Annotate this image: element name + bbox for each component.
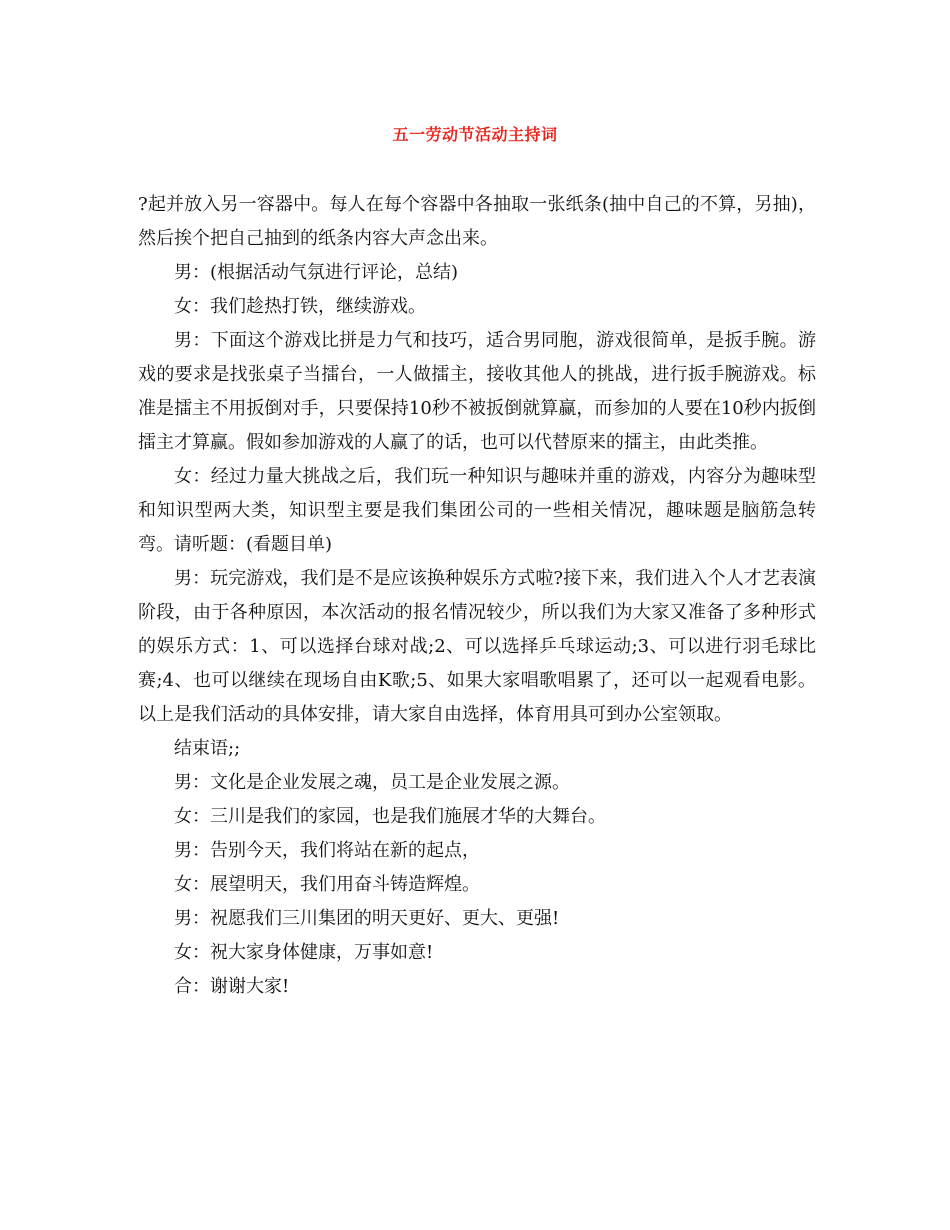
paragraph-female-continue: 女：我们趁热打铁，继续游戏。 bbox=[174, 296, 426, 317]
document-body bbox=[138, 188, 816, 1004]
paragraph-male-comment: 男：(根据活动气氛进行评论，总结) bbox=[174, 262, 459, 283]
document-title: 五一劳动节活动主持词 bbox=[392, 125, 558, 144]
paragraph-quiz-game: 女：经过力量大挑战之后，我们玩一种知识与趣味并重的游戏，内容分为趣味型和知识型两大类，知识型主要是我们集团公司的一些相关情况，趣味题是脑筋急转弯。请听题：(看题目单) bbox=[138, 466, 816, 555]
paragraph-closing-line: 女：展望明天，我们用奋斗铸造辉煌。 bbox=[174, 874, 480, 895]
paragraph-closing-line: 男：告别今天，我们将站在新的起点， bbox=[174, 840, 480, 861]
paragraph-closing-line: 女：祝大家身体健康，万事如意! bbox=[174, 942, 434, 963]
paragraph-closing-heading: 结束语;; bbox=[174, 738, 241, 759]
paragraph-closing-line: 男：文化是企业发展之魂，员工是企业发展之源。 bbox=[174, 772, 570, 793]
paragraph-closing-line: 女：三川是我们的家园，也是我们施展才华的大舞台。 bbox=[174, 806, 606, 827]
paragraph-closing-line: 男：祝愿我们三川集团的明天更好、更大、更强! bbox=[174, 908, 560, 929]
paragraph-continuation: ?起并放入另一容器中。每人在每个容器中各抽取一张纸条(抽中自己的不算，另抽)，然后挨个把自己抽到的纸条内容大声念出来。 bbox=[138, 194, 816, 249]
paragraph-entertainment-options: 男：玩完游戏，我们是不是应该换种娱乐方式啦?接下来，我们进入个人才艺表演阶段，由于各种原因，本次活动的报名情况较少，所以我们为大家又准备了多种形式的娱乐方式：1、可以选择台球对战;2、可以选择乒乓球运动;3、可以进行羽毛球比赛;4、也可以继续在现场自由K歌;5、如果大家唱歌唱累了，还可以一起观看电影。以上是我们活动的具体安排，请大家自由选择，体育用具可到办公室领取。 bbox=[138, 568, 816, 725]
paragraph-arm-wrestling: 男：下面这个游戏比拼是力气和技巧，适合男同胞，游戏很简单，是扳手腕。游戏的要求是找张桌子当擂台，一人做擂主，接收其他人的挑战，进行扳手腕游戏。标准是擂主不用扳倒对手，只要保持10秒不被扳倒就算赢，而参加的人要在10秒内扳倒擂主才算赢。假如参加游戏的人赢了的话，也可以代替原来的擂主，由此类推。 bbox=[138, 330, 816, 453]
paragraph-closing-line: 合：谢谢大家! bbox=[174, 976, 290, 997]
